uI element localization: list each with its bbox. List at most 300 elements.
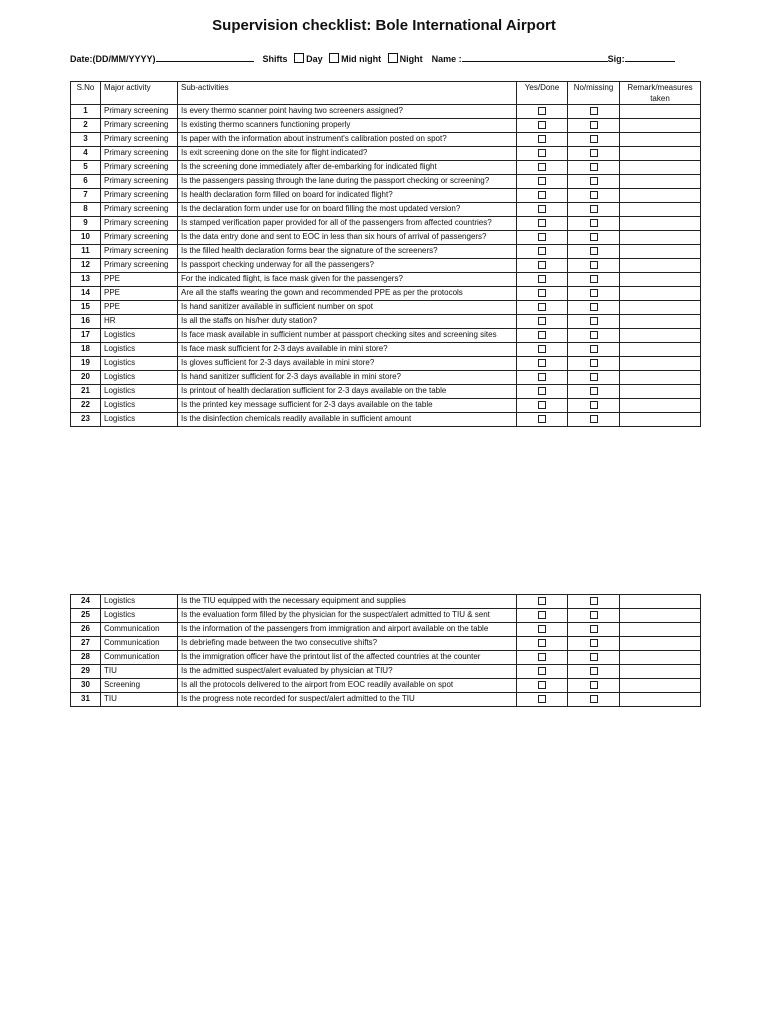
yes-done-cell [517, 637, 568, 651]
day-label: Day [306, 54, 323, 64]
remark-field[interactable] [620, 329, 701, 343]
major-activity: HR [101, 315, 178, 329]
remark-field[interactable] [620, 147, 701, 161]
remark-field[interactable] [620, 217, 701, 231]
table-header-row [71, 82, 701, 105]
remark-field[interactable] [620, 385, 701, 399]
major-activity: TIU [101, 693, 178, 707]
no-missing-cell [568, 301, 620, 315]
yes-done-cell [517, 371, 568, 385]
name-label: Name : [431, 54, 462, 64]
row-number: 20 [71, 371, 101, 385]
no-missing-checkbox[interactable] [590, 177, 598, 185]
no-missing-cell [568, 175, 620, 189]
sub-activity: Is passport checking underway for all the passengers? [178, 259, 517, 273]
yes-done-checkbox[interactable] [538, 149, 546, 157]
header-yes-done: Yes/Done [517, 82, 568, 105]
header-no-missing: No/missing [568, 82, 620, 105]
major-activity: Logistics [101, 329, 178, 343]
yes-done-checkbox[interactable] [538, 191, 546, 199]
sub-activity: Is paper with the information about instrument's calibration posted on spot? [178, 133, 517, 147]
no-missing-cell [568, 637, 620, 651]
no-missing-cell [568, 161, 620, 175]
remark-field[interactable] [620, 203, 701, 217]
yes-done-cell [517, 357, 568, 371]
yes-done-cell [517, 273, 568, 287]
no-missing-cell [568, 623, 620, 637]
row-number: 24 [71, 595, 101, 609]
shifts-label: Shifts [262, 54, 288, 64]
table-row [71, 287, 701, 301]
page-title: Supervision checklist: Bole International Airport [212, 17, 556, 34]
table-row [71, 259, 701, 273]
remark-field[interactable] [620, 287, 701, 301]
no-missing-checkbox[interactable] [590, 345, 598, 353]
major-activity: PPE [101, 273, 178, 287]
header-sub-activities: Sub-activities [178, 82, 517, 105]
sub-activity: Is all the staffs on his/her duty station? [178, 315, 517, 329]
no-missing-cell [568, 595, 620, 609]
remark-field[interactable] [620, 623, 701, 637]
yes-done-checkbox[interactable] [538, 219, 546, 227]
no-missing-cell [568, 245, 620, 259]
checklist-table-page1 [70, 81, 701, 427]
remark-field[interactable] [620, 105, 701, 119]
yes-done-checkbox[interactable] [538, 653, 546, 661]
no-missing-cell [568, 665, 620, 679]
yes-done-checkbox[interactable] [538, 681, 546, 689]
sub-activity: Is the disinfection chemicals readily available in sufficient amount [178, 413, 517, 427]
remark-field[interactable] [620, 399, 701, 413]
major-activity: Primary screening [101, 217, 178, 231]
sub-activity: Is face mask sufficient for 2-3 days available in mini store? [178, 343, 517, 357]
major-activity: Logistics [101, 399, 178, 413]
table-row [71, 665, 701, 679]
yes-done-cell [517, 329, 568, 343]
yes-done-checkbox[interactable] [538, 401, 546, 409]
table-row [71, 189, 701, 203]
sub-activity: Is the evaluation form filled by the physician for the suspect/alert admitted to TIU & sent [178, 609, 517, 623]
table-row [71, 133, 701, 147]
yes-done-cell [517, 595, 568, 609]
no-missing-checkbox[interactable] [590, 639, 598, 647]
no-missing-checkbox[interactable] [590, 261, 598, 269]
row-number: 22 [71, 399, 101, 413]
major-activity: Screening [101, 679, 178, 693]
yes-done-cell [517, 217, 568, 231]
row-number: 23 [71, 413, 101, 427]
header-major-activity: Major activity [101, 82, 178, 105]
no-missing-checkbox[interactable] [590, 275, 598, 283]
yes-done-checkbox[interactable] [538, 275, 546, 283]
yes-done-checkbox[interactable] [538, 205, 546, 213]
no-missing-checkbox[interactable] [590, 387, 598, 395]
sig-label: Sig: [607, 54, 625, 64]
yes-done-cell [517, 623, 568, 637]
sub-activity: Is the data entry done and sent to EOC in less than six hours of arrival of passengers? [178, 231, 517, 245]
yes-done-cell [517, 693, 568, 707]
yes-done-checkbox[interactable] [538, 695, 546, 703]
table-row [71, 371, 701, 385]
major-activity: Primary screening [101, 133, 178, 147]
row-number: 6 [71, 175, 101, 189]
yes-done-checkbox[interactable] [538, 639, 546, 647]
table-row [71, 609, 701, 623]
yes-done-cell [517, 679, 568, 693]
major-activity: Logistics [101, 609, 178, 623]
sub-activity: Is health declaration form filled on board for indicated flight? [178, 189, 517, 203]
no-missing-cell [568, 147, 620, 161]
date-label: Date:(DD/MM/YYYY) [70, 54, 156, 64]
table-row [71, 651, 701, 665]
row-number: 19 [71, 357, 101, 371]
yes-done-checkbox[interactable] [538, 317, 546, 325]
yes-done-checkbox[interactable] [538, 331, 546, 339]
major-activity: PPE [101, 301, 178, 315]
no-missing-cell [568, 343, 620, 357]
yes-done-checkbox[interactable] [538, 597, 546, 605]
no-missing-checkbox[interactable] [590, 625, 598, 633]
yes-done-checkbox[interactable] [538, 135, 546, 143]
table-row [71, 385, 701, 399]
row-number: 18 [71, 343, 101, 357]
yes-done-cell [517, 119, 568, 133]
no-missing-cell [568, 385, 620, 399]
midnight-label: Mid night [341, 54, 382, 64]
no-missing-checkbox[interactable] [590, 303, 598, 311]
no-missing-cell [568, 203, 620, 217]
major-activity: Primary screening [101, 119, 178, 133]
remark-field[interactable] [620, 595, 701, 609]
no-missing-checkbox[interactable] [590, 359, 598, 367]
table-row [71, 693, 701, 707]
sub-activity: Is the filled health declaration forms bear the signature of the screeners? [178, 245, 517, 259]
major-activity: Communication [101, 623, 178, 637]
no-missing-checkbox[interactable] [590, 135, 598, 143]
yes-done-cell [517, 175, 568, 189]
yes-done-checkbox[interactable] [538, 121, 546, 129]
yes-done-cell [517, 287, 568, 301]
sub-activity: Is the progress note recorded for suspect/alert admitted to the TIU [178, 693, 517, 707]
day-checkbox[interactable] [294, 53, 304, 63]
row-number: 26 [71, 623, 101, 637]
sub-activity: Is the declaration form under use for on board filling the most updated version? [178, 203, 517, 217]
row-number: 29 [71, 665, 101, 679]
sub-activity: Is hand sanitizer available in sufficient number on spot [178, 301, 517, 315]
major-activity: Primary screening [101, 147, 178, 161]
sub-activity: Is every thermo scanner point having two screeners assigned? [178, 105, 517, 119]
major-activity: Logistics [101, 413, 178, 427]
no-missing-cell [568, 329, 620, 343]
remark-field[interactable] [620, 301, 701, 315]
yes-done-cell [517, 105, 568, 119]
no-missing-cell [568, 119, 620, 133]
row-number: 1 [71, 105, 101, 119]
yes-done-checkbox[interactable] [538, 611, 546, 619]
sub-activity: Is the passengers passing through the lane during the passport checking or screening? [178, 175, 517, 189]
major-activity: Primary screening [101, 231, 178, 245]
no-missing-checkbox[interactable] [590, 121, 598, 129]
no-missing-checkbox[interactable] [590, 191, 598, 199]
yes-done-cell [517, 231, 568, 245]
no-missing-cell [568, 413, 620, 427]
yes-done-checkbox[interactable] [538, 345, 546, 353]
table-row [71, 679, 701, 693]
no-missing-cell [568, 133, 620, 147]
no-missing-cell [568, 105, 620, 119]
yes-done-checkbox[interactable] [538, 233, 546, 241]
sub-activity: Is the information of the passengers from immigration and airport available on the table [178, 623, 517, 637]
row-number: 10 [71, 231, 101, 245]
sub-activity: Is debriefing made between the two consecutive shifts? [178, 637, 517, 651]
remark-field[interactable] [620, 651, 701, 665]
table-row [71, 161, 701, 175]
yes-done-cell [517, 245, 568, 259]
yes-done-checkbox[interactable] [538, 107, 546, 115]
table-row [71, 231, 701, 245]
major-activity: Primary screening [101, 245, 178, 259]
yes-done-cell [517, 189, 568, 203]
no-missing-cell [568, 399, 620, 413]
yes-done-checkbox[interactable] [538, 359, 546, 367]
remark-field[interactable] [620, 693, 701, 707]
yes-done-cell [517, 343, 568, 357]
yes-done-cell [517, 665, 568, 679]
remark-field[interactable] [620, 679, 701, 693]
remark-field[interactable] [620, 413, 701, 427]
remark-field[interactable] [620, 343, 701, 357]
name-field[interactable] [462, 53, 608, 62]
yes-done-checkbox[interactable] [538, 177, 546, 185]
no-missing-cell [568, 315, 620, 329]
no-missing-checkbox[interactable] [590, 695, 598, 703]
table-row [71, 413, 701, 427]
remark-field[interactable] [620, 259, 701, 273]
remark-field[interactable] [620, 315, 701, 329]
date-field[interactable] [156, 53, 254, 62]
remark-field[interactable] [620, 371, 701, 385]
yes-done-checkbox[interactable] [538, 163, 546, 171]
no-missing-checkbox[interactable] [590, 401, 598, 409]
table-row [71, 203, 701, 217]
remark-field[interactable] [620, 189, 701, 203]
table-row [71, 329, 701, 343]
table-row [71, 175, 701, 189]
yes-done-checkbox[interactable] [538, 625, 546, 633]
midnight-checkbox[interactable] [329, 53, 339, 63]
no-missing-checkbox[interactable] [590, 373, 598, 381]
no-missing-checkbox[interactable] [590, 653, 598, 661]
yes-done-checkbox[interactable] [538, 373, 546, 381]
remark-field[interactable] [620, 273, 701, 287]
night-checkbox[interactable] [388, 53, 398, 63]
yes-done-checkbox[interactable] [538, 387, 546, 395]
sub-activity: Is all the protocols delivered to the airport from EOC readily available on spot [178, 679, 517, 693]
remark-field[interactable] [620, 119, 701, 133]
no-missing-cell [568, 357, 620, 371]
sub-activity: For the indicated flight, is face mask given for the passengers? [178, 273, 517, 287]
row-number: 11 [71, 245, 101, 259]
no-missing-checkbox[interactable] [590, 107, 598, 115]
row-number: 7 [71, 189, 101, 203]
row-number: 8 [71, 203, 101, 217]
major-activity: Primary screening [101, 161, 178, 175]
no-missing-checkbox[interactable] [590, 611, 598, 619]
table-row [71, 357, 701, 371]
remark-field[interactable] [620, 609, 701, 623]
row-number: 31 [71, 693, 101, 707]
yes-done-checkbox[interactable] [538, 247, 546, 255]
row-number: 5 [71, 161, 101, 175]
remark-field[interactable] [620, 231, 701, 245]
yes-done-cell [517, 651, 568, 665]
yes-done-checkbox[interactable] [538, 303, 546, 311]
table-row [71, 637, 701, 651]
no-missing-cell [568, 651, 620, 665]
no-missing-checkbox[interactable] [590, 667, 598, 675]
table-row [71, 623, 701, 637]
sub-activity: Is the printed key message sufficient for 2-3 days available on the table [178, 399, 517, 413]
row-number: 9 [71, 217, 101, 231]
major-activity: PPE [101, 287, 178, 301]
sub-activity: Is hand sanitizer sufficient for 2-3 days available in mini store? [178, 371, 517, 385]
major-activity: Logistics [101, 343, 178, 357]
remark-field[interactable] [620, 637, 701, 651]
no-missing-checkbox[interactable] [590, 205, 598, 213]
yes-done-checkbox[interactable] [538, 415, 546, 423]
yes-done-cell [517, 147, 568, 161]
table-row [71, 273, 701, 287]
header-info-line [70, 53, 675, 64]
row-number: 30 [71, 679, 101, 693]
no-missing-cell [568, 189, 620, 203]
sub-activity: Is stamped verification paper provided for all of the passengers from affected countries? [178, 217, 517, 231]
no-missing-checkbox[interactable] [590, 331, 598, 339]
sub-activity: Is existing thermo scanners functioning properly [178, 119, 517, 133]
major-activity: Communication [101, 651, 178, 665]
yes-done-cell [517, 609, 568, 623]
table-row [71, 595, 701, 609]
no-missing-cell [568, 371, 620, 385]
major-activity: Logistics [101, 357, 178, 371]
major-activity: Logistics [101, 595, 178, 609]
no-missing-cell [568, 273, 620, 287]
row-number: 14 [71, 287, 101, 301]
table-row [71, 217, 701, 231]
no-missing-cell [568, 609, 620, 623]
table-row [71, 399, 701, 413]
table-row [71, 147, 701, 161]
major-activity: Communication [101, 637, 178, 651]
sub-activity: Is exit screening done on the site for flight indicated? [178, 147, 517, 161]
sub-activity: Is the admitted suspect/alert evaluated by physician at TIU? [178, 665, 517, 679]
row-number: 21 [71, 385, 101, 399]
major-activity: Primary screening [101, 203, 178, 217]
no-missing-checkbox[interactable] [590, 247, 598, 255]
remark-field[interactable] [620, 175, 701, 189]
no-missing-cell [568, 693, 620, 707]
yes-done-cell [517, 203, 568, 217]
no-missing-checkbox[interactable] [590, 681, 598, 689]
no-missing-checkbox[interactable] [590, 289, 598, 297]
yes-done-checkbox[interactable] [538, 667, 546, 675]
sub-activity: Is the screening done immediately after de-embarking for indicated flight [178, 161, 517, 175]
major-activity: Logistics [101, 385, 178, 399]
yes-done-cell [517, 301, 568, 315]
sub-activity: Is face mask available in sufficient number at passport checking sites and screening sites [178, 329, 517, 343]
remark-field[interactable] [620, 357, 701, 371]
table-row [71, 343, 701, 357]
sub-activity: Is the immigration officer have the printout list of the affected countries at the counter [178, 651, 517, 665]
sub-activity: Is gloves sufficient for 2-3 days available in mini store? [178, 357, 517, 371]
sub-activity: Is printout of health declaration sufficient for 2-3 days available on the table [178, 385, 517, 399]
major-activity: Primary screening [101, 105, 178, 119]
row-number: 12 [71, 259, 101, 273]
remark-field[interactable] [620, 133, 701, 147]
yes-done-cell [517, 259, 568, 273]
yes-done-cell [517, 133, 568, 147]
major-activity: Primary screening [101, 259, 178, 273]
checklist-table-page2 [70, 594, 701, 707]
table-row [71, 105, 701, 119]
table-row [71, 315, 701, 329]
yes-done-checkbox[interactable] [538, 261, 546, 269]
header-sno: S.No [71, 82, 101, 105]
row-number: 2 [71, 119, 101, 133]
row-number: 28 [71, 651, 101, 665]
major-activity: Primary screening [101, 189, 178, 203]
no-missing-checkbox[interactable] [590, 233, 598, 241]
remark-field[interactable] [620, 665, 701, 679]
no-missing-checkbox[interactable] [590, 597, 598, 605]
yes-done-cell [517, 161, 568, 175]
no-missing-cell [568, 287, 620, 301]
no-missing-checkbox[interactable] [590, 219, 598, 227]
night-label: Night [399, 54, 423, 64]
row-number: 13 [71, 273, 101, 287]
no-missing-checkbox[interactable] [590, 163, 598, 171]
no-missing-checkbox[interactable] [590, 415, 598, 423]
row-number: 17 [71, 329, 101, 343]
no-missing-cell [568, 231, 620, 245]
yes-done-cell [517, 399, 568, 413]
table-row [71, 301, 701, 315]
row-number: 27 [71, 637, 101, 651]
signature-field[interactable] [625, 53, 675, 62]
yes-done-cell [517, 315, 568, 329]
major-activity: TIU [101, 665, 178, 679]
table-row [71, 119, 701, 133]
yes-done-cell [517, 385, 568, 399]
sub-activity: Is the TIU equipped with the necessary equipment and supplies [178, 595, 517, 609]
sub-activity: Are all the staffs wearing the gown and recommended PPE as per the protocols [178, 287, 517, 301]
header-remark: Remark/measures taken [620, 82, 701, 105]
row-number: 3 [71, 133, 101, 147]
no-missing-cell [568, 259, 620, 273]
row-number: 25 [71, 609, 101, 623]
remark-field[interactable] [620, 245, 701, 259]
row-number: 15 [71, 301, 101, 315]
yes-done-cell [517, 413, 568, 427]
no-missing-cell [568, 679, 620, 693]
yes-done-checkbox[interactable] [538, 289, 546, 297]
no-missing-cell [568, 217, 620, 231]
major-activity: Logistics [101, 371, 178, 385]
no-missing-checkbox[interactable] [590, 317, 598, 325]
remark-field[interactable] [620, 161, 701, 175]
no-missing-checkbox[interactable] [590, 149, 598, 157]
major-activity: Primary screening [101, 175, 178, 189]
